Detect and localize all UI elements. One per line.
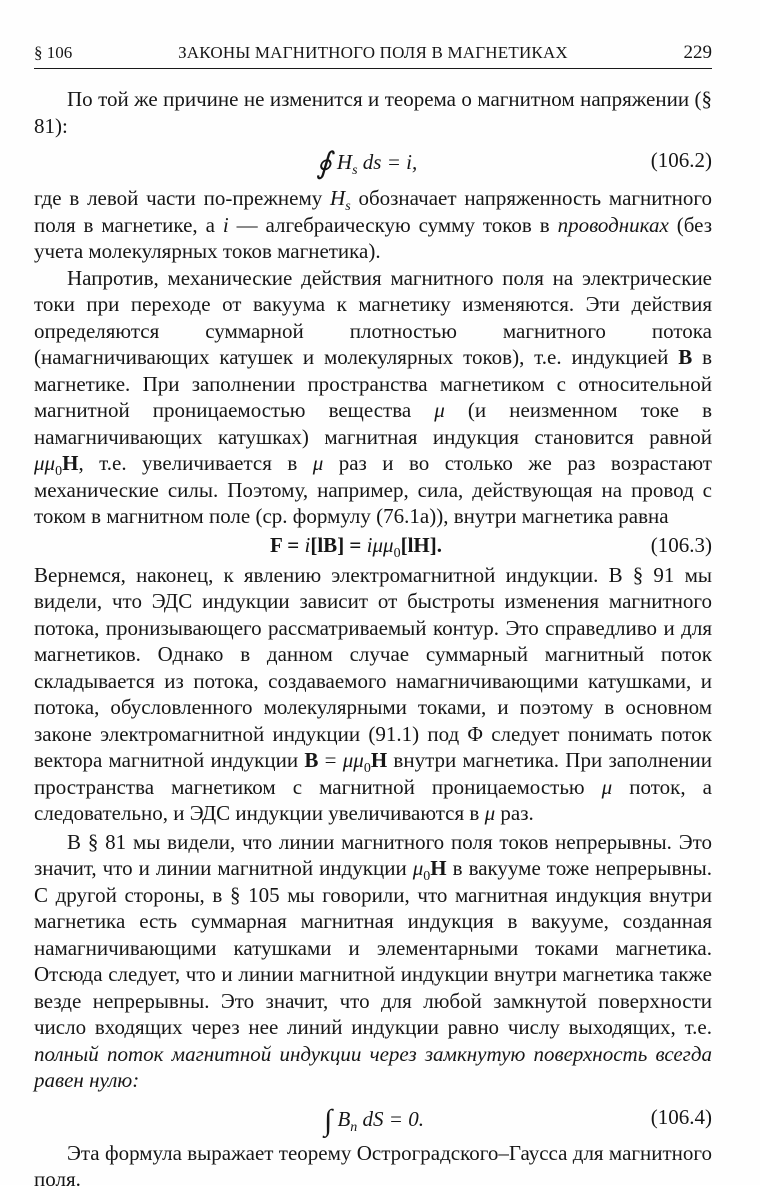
equation-106-3-number: (106.3) — [650, 532, 712, 557]
page-number: 229 — [683, 42, 712, 63]
equation-106-4-formula: ∫ $B_n$ dS = 0. — [324, 1103, 424, 1137]
equation-106-4-number: (106.4) — [650, 1104, 712, 1129]
equation-106-2-number: (106.2) — [650, 148, 712, 172]
paragraph-continuity: В § 81 мы видели, что линии магнитного поля токов непрерывны. Это значит, что и линии магнитной индукции $\mu_0H$ в вакууме тоже непрерывны. С другой стороны, в § 105 мы говорили, что магнитная индукция внутри магнетика есть суммарная магнитная индукция в вакууме, созданная намагничивающими катушками и элементарными токами магнетика. Отсюда следует, что и линии магнитной индукции внутри магнетика также везде непрерывны. Это значит, что для любой замкнутой поверхности число входящих через нее линий индукции равно числу выходящих, т.е. полный поток магнитной индукции через замкнутую поверхность всегда равен нулю: — [34, 829, 712, 1092]
chapter-title: ЗАКОНЫ МАГНИТНОГО ПОЛЯ В МАГНЕТИКАХ — [178, 43, 568, 62]
header-rule — [34, 68, 712, 69]
emphasis-total-flux: полный поток магнитной индукции через замкнутую поверхность всегда равен нулю: — [34, 1041, 712, 1092]
paragraph-induction: Вернемся, наконец, к явлению электромагнитной индукции. В § 91 мы видели, что ЭДС индукции зависит от быстроты изменения магнитного потока, пронизывающего рассматриваемый контур. Это справедливо и для магнетиков. Однако в данном случае суммарный магнитный поток складывается из потока, создаваемого намагничивающими катушками, и потока, обусловленного молекулярными токами, и поэтому в основном законе электромагнитной индукции (91.1) под Φ следует понимать поток вектора магнитной индукции $B = \mu\mu_0H$ внутри магнетика. При заполнении пространства магнетиком с магнитной проницаемостью μ поток, а следовательно, и ЭДС индукции увеличиваются в μ раз. — [34, 562, 713, 825]
equation-106-2 — [34, 142, 712, 182]
equation-106-3-formula: F = i[lB] = iμμ$_0$[lH]. — [270, 532, 442, 561]
equation-106-4 — [34, 1096, 712, 1140]
equation-106-3 — [34, 530, 712, 562]
running-header — [34, 42, 712, 66]
paragraph-gauss-theorem: Эта формула выражает теорему Остроградского–Гаусса для магнитного поля. — [34, 1140, 712, 1191]
paragraph-circulation-theorem: По той же причине не изменится и теорема о магнитном напряжении (§ 81): — [34, 87, 712, 138]
emphasis-conductors: проводниках — [557, 212, 669, 237]
paragraph-mechanical-forces: Напротив, механические действия магнитного поля на электрические токи при переходе от вакуума к магнетику изменяются. Эти действия определяются суммарной плотностью магнитного потока (намагничивающих катушек и молекулярных токов), т.е. индукцией B в магнетике. При заполнении пространства магнетиком с относительной магнитной проницаемостью вещества μ (и неизменном токе в намагничивающих катушках) магнитная индукция становится равной $\mu\mu_0H$, т.е. увеличивается в μ раз и во столько же раз возрастают механические силы. Поэтому, например, сила, действующая на провод с током в магнитном поле (ср. формулу (76.1а)), внутри магнетика равна — [34, 265, 712, 528]
section-number: § 106 — [34, 43, 73, 62]
paragraph-h-explanation: где в левой части по-прежнему $H_s$ обозначает напряженность магнитного поля в магнетике, а i — алгебраическую сумму токов в проводниках (без учета молекулярных токов магнетика). — [34, 186, 713, 263]
equation-106-2-formula: ∮ $H_s$ ds = i, — [316, 147, 418, 180]
page-body — [34, 86, 712, 1193]
